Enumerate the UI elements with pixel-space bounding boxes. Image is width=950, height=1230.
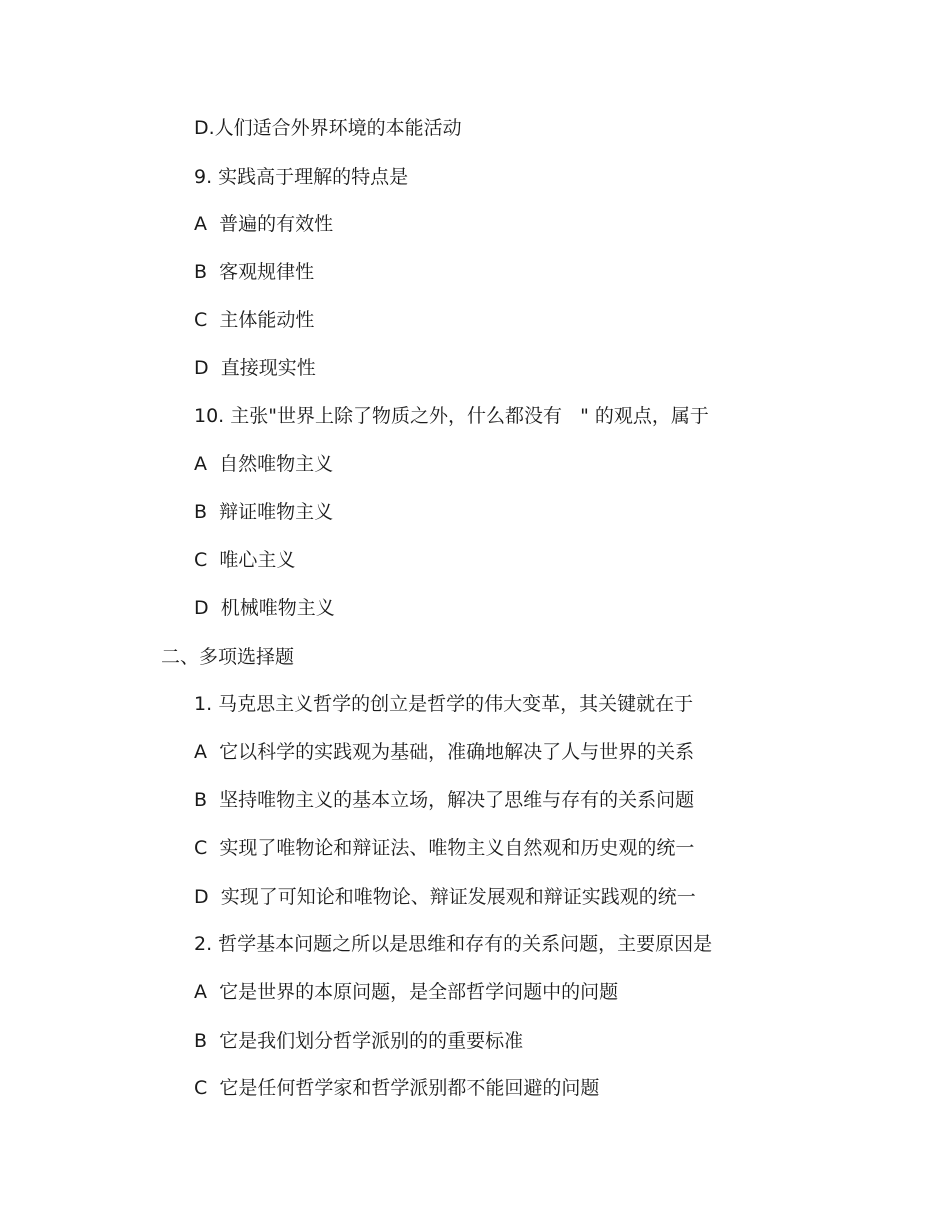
question-10: 10. 主张"世界上除了物质之外，什么都没有 " 的观点，属于 — [194, 405, 709, 427]
option-10d: D 机械唯物主义 — [194, 597, 335, 619]
option-9b: B 客观规律性 — [194, 261, 315, 283]
option-m1a: A 它以科学的实践观为基础，准确地解决了人与世界的关系 — [194, 741, 695, 763]
option-10a: A 自然唯物主义 — [194, 453, 334, 475]
option-m1d: D 实现了可知论和唯物论、辩证发展观和辩证实践观的统一 — [194, 886, 696, 908]
section-heading-multiple-choice: 二、多项选择题 — [161, 646, 295, 668]
option-9d: D 直接现实性 — [194, 357, 316, 379]
option-m2b: B 它是我们划分哲学派别的的重要标准 — [194, 1030, 524, 1052]
question-m1: 1. 马克思主义哲学的创立是哲学的伟大变革，其关键就在于 — [194, 693, 694, 715]
option-10b: B 辩证唯物主义 — [194, 501, 334, 523]
option-m1b: B 坚持唯物主义的基本立场，解决了思维与存有的关系问题 — [194, 789, 695, 811]
option-10c: C 唯心主义 — [194, 549, 296, 571]
question-m2: 2. 哲学基本问题之所以是思维和存有的关系问题，主要原因是 — [194, 933, 713, 955]
option-m1c: C 实现了唯物论和辩证法、唯物主义自然观和历史观的统一 — [194, 837, 695, 859]
question-9: 9. 实践高于理解的特点是 — [194, 166, 409, 188]
option-9a: A 普遍的有效性 — [194, 213, 334, 235]
option-9c: C 主体能动性 — [194, 309, 315, 331]
option-m2c: C 它是任何哲学家和哲学派别都不能回避的问题 — [194, 1077, 600, 1099]
option-m2a: A 它是世界的本原问题，是全部哲学问题中的问题 — [194, 981, 619, 1003]
option-8d: D.人们适合外界环境的本能活动 — [194, 117, 462, 139]
